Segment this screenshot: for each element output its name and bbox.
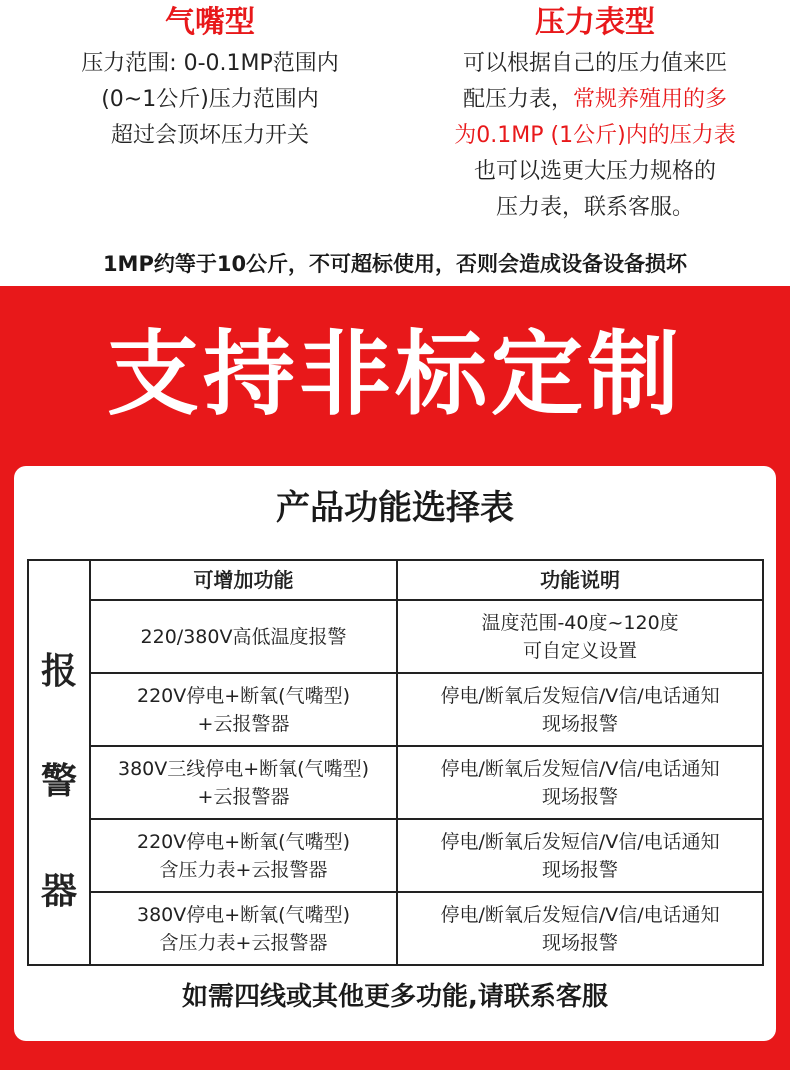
description-text: 现场报警 <box>542 931 619 954</box>
description-cell <box>397 819 763 892</box>
description-text: 停电/断氧后发短信/V信/电话通知 <box>440 830 720 853</box>
description-text: 现场报警 <box>542 712 619 735</box>
feature-cell <box>90 600 397 673</box>
feature-text: 220V停电+断氧(气嘴型) <box>137 830 351 853</box>
table-row <box>28 746 763 819</box>
contact-service-note: 如需四线或其他更多功能,请联系客服 <box>182 982 608 1012</box>
function-table-title: 产品功能选择表 <box>276 488 514 528</box>
side-header-cell <box>28 560 90 600</box>
nozzle-type-line: 压力范围: 0-0.1MP范围内 <box>81 51 339 76</box>
description-cell <box>397 892 763 965</box>
table-row <box>28 819 763 892</box>
description-text: 停电/断氧后发短信/V信/电话通知 <box>440 684 720 707</box>
red-banner <box>0 286 790 1070</box>
header-description: 功能说明 <box>397 560 763 600</box>
feature-text: +云报警器 <box>197 712 290 735</box>
gauge-type-line <box>405 82 785 118</box>
feature-text: 380V三线停电+断氧(气嘴型) <box>118 757 370 780</box>
alarm-side-label <box>28 600 90 965</box>
feature-text: +云报警器 <box>197 785 290 808</box>
feature-cell <box>90 892 397 965</box>
description-cell <box>397 600 763 673</box>
description-text: 停电/断氧后发短信/V信/电话通知 <box>440 757 720 780</box>
side-label-char: 器 <box>40 871 77 912</box>
gauge-type-line: 也可以选更大压力规格的 <box>473 159 716 184</box>
gauge-type-line: 压力表，联系客服。 <box>495 195 694 220</box>
description-text: 停电/断氧后发短信/V信/电话通知 <box>440 903 720 926</box>
gauge-type-column <box>405 0 785 226</box>
table-row <box>28 892 763 965</box>
feature-text: 220/380V高低温度报警 <box>140 625 347 648</box>
top-info-section <box>0 0 790 240</box>
feature-text: 含压力表+云报警器 <box>159 931 328 954</box>
description-cell <box>397 673 763 746</box>
nozzle-type-title: 气嘴型 <box>165 5 255 40</box>
header-feature: 可增加功能 <box>90 560 397 600</box>
feature-text: 含压力表+云报警器 <box>159 858 328 881</box>
function-selection-card <box>14 466 776 1041</box>
gauge-type-line: 可以根据自己的压力值来匹 <box>462 51 727 76</box>
feature-text: 220V停电+断氧(气嘴型) <box>137 684 351 707</box>
table-header-row <box>28 560 763 600</box>
description-text: 温度范围-40度~120度 <box>481 611 679 634</box>
custom-support-title: 支持非标定制 <box>106 321 683 428</box>
feature-cell <box>90 819 397 892</box>
pressure-warning: 1MP约等于10公斤，不可超标使用，否则会造成设备设备损坏 <box>102 252 688 276</box>
gauge-type-highlight: 常规养殖用的多 <box>573 87 728 112</box>
description-text: 现场报警 <box>542 858 619 881</box>
nozzle-type-line: 超过会顶坏压力开关 <box>110 123 309 148</box>
nozzle-type-column <box>20 0 400 154</box>
description-cell <box>397 746 763 819</box>
feature-text: 380V停电+断氧(气嘴型) <box>137 903 351 926</box>
table-row <box>28 673 763 746</box>
side-label-char: 警 <box>40 761 77 802</box>
feature-cell <box>90 746 397 819</box>
gauge-type-highlight-line: 为0.1MP (1公斤)内的压力表 <box>454 123 736 148</box>
gauge-type-text: 配压力表， <box>462 87 573 112</box>
description-text: 现场报警 <box>542 785 619 808</box>
function-table <box>27 559 764 966</box>
feature-cell <box>90 673 397 746</box>
table-row <box>28 600 763 673</box>
side-label-char: 报 <box>40 651 77 692</box>
description-text: 可自定义设置 <box>523 639 638 662</box>
nozzle-type-line: (0~1公斤)压力范围内 <box>101 87 319 112</box>
gauge-type-title: 压力表型 <box>535 5 655 40</box>
